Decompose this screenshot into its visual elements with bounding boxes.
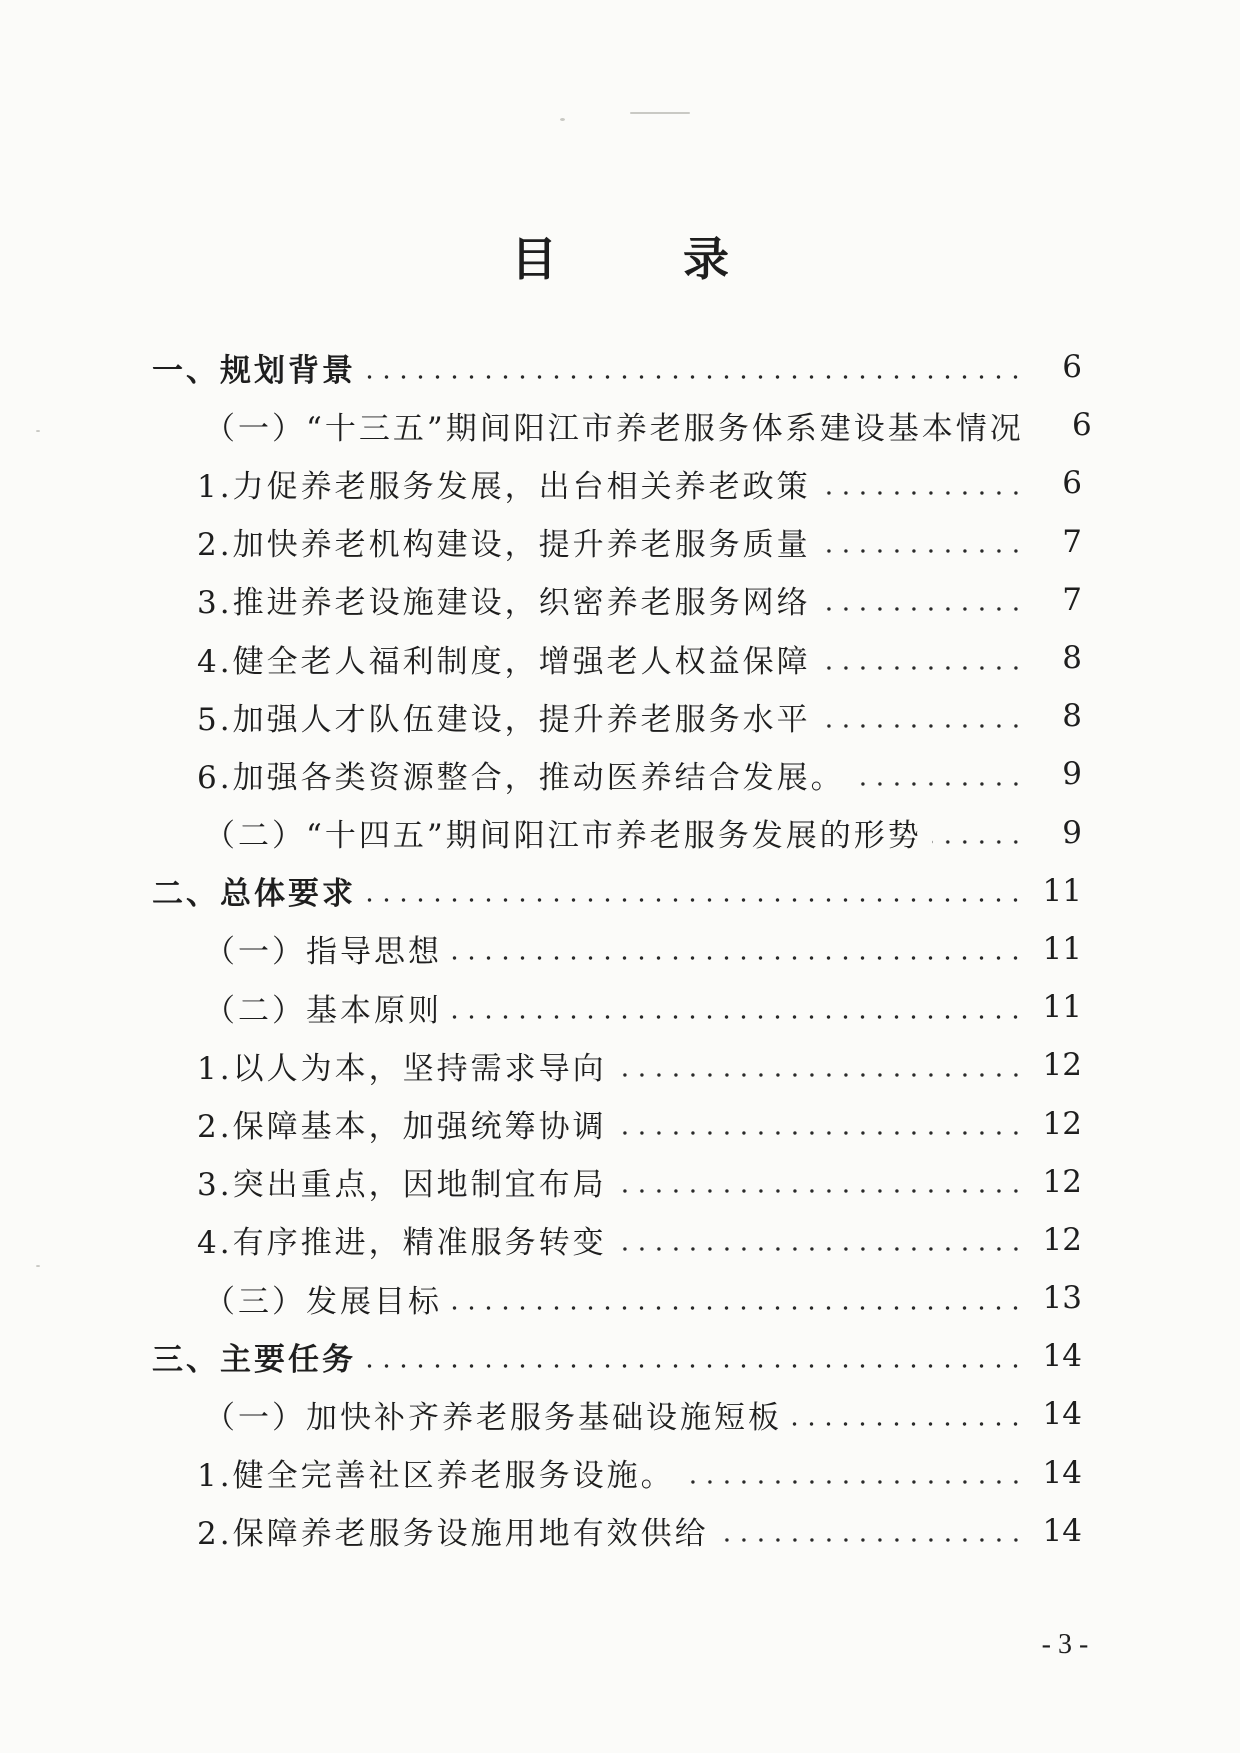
toc-entry — [152, 862, 1082, 920]
toc-page-number: 8 — [1062, 698, 1082, 735]
dot-leader — [821, 468, 1024, 499]
toc-entry-title: 2.保障基本，加强统筹协调 — [197, 1109, 607, 1146]
toc-entry-title: 6.加强各类资源整合，推动医养结合发展。 — [197, 759, 845, 796]
toc-page-number: 14 — [1042, 1338, 1082, 1375]
toc-entry — [152, 1385, 1082, 1443]
toc-page-number: 7 — [1062, 581, 1082, 618]
dot-leader — [821, 701, 1024, 732]
toc-entry — [152, 1153, 1082, 1211]
toc-entry-title: 二、总体要求 — [152, 876, 356, 913]
dot-leader — [366, 875, 1024, 906]
toc-entry — [152, 1444, 1082, 1502]
toc-page-number: 12 — [1042, 1221, 1082, 1258]
toc-page-number: 12 — [1042, 1105, 1082, 1142]
toc-entry-title: 1.健全完善社区养老服务设施。 — [197, 1458, 675, 1495]
toc-entry-title: 2.加快养老机构建设，提升养老服务质量 — [197, 527, 811, 564]
dot-leader — [821, 643, 1024, 674]
table-of-contents — [152, 338, 1092, 1560]
toc-page-number: 6 — [1071, 407, 1092, 444]
toc-page-number: 12 — [1042, 1163, 1082, 1200]
toc-page-number: 8 — [1062, 640, 1082, 677]
dot-leader — [452, 933, 1024, 964]
dot-leader — [452, 1283, 1024, 1314]
toc-entry-title: 2.保障养老服务设施用地有效供给 — [197, 1516, 709, 1553]
toc-entry — [152, 1502, 1082, 1560]
dot-leader — [617, 1108, 1024, 1139]
toc-page-number: 14 — [1042, 1454, 1082, 1491]
dot-leader — [719, 1515, 1024, 1546]
toc-entry — [152, 920, 1082, 978]
page-number-footer: - 3 - — [1041, 1629, 1089, 1660]
dot-leader — [855, 759, 1024, 790]
toc-page-number: 11 — [1042, 930, 1082, 967]
toc-entry — [152, 1327, 1082, 1385]
dot-leader — [932, 817, 1024, 848]
dot-leader — [821, 584, 1024, 615]
toc-page-number: 12 — [1042, 1047, 1082, 1084]
toc-entry — [152, 1211, 1082, 1269]
toc-page-number: 7 — [1062, 523, 1082, 560]
scan-speck — [36, 1265, 40, 1267]
toc-page-number: 11 — [1042, 989, 1082, 1026]
toc-entry-title: 4.健全老人福利制度，增强老人权益保障 — [197, 643, 811, 680]
toc-entry-title: （一）指导思想 — [204, 934, 442, 971]
toc-page-number: 14 — [1042, 1396, 1082, 1433]
dot-leader — [821, 526, 1024, 557]
scan-speck — [36, 430, 40, 432]
toc-entry — [152, 513, 1082, 571]
page-title: 目 录 — [511, 231, 769, 286]
toc-entry-title: 5.加强人才队伍建设，提升养老服务水平 — [197, 701, 811, 738]
toc-entry-title: （三）发展目标 — [204, 1283, 442, 1320]
toc-entry-title: 一、规划背景 — [152, 352, 356, 389]
toc-page-number: 6 — [1062, 465, 1082, 502]
dot-leader — [792, 1399, 1024, 1430]
toc-entry — [152, 804, 1082, 862]
toc-entry-title: 4.有序推进，精准服务转变 — [197, 1225, 607, 1262]
toc-entry-title: 1.力促养老服务发展，出台相关养老政策 — [197, 468, 811, 505]
toc-page-number: 11 — [1042, 872, 1082, 909]
toc-entry — [152, 1036, 1082, 1094]
toc-entry — [152, 629, 1082, 687]
toc-entry-title: （一）“十三五”期间阳江市养老服务体系建设基本情况 — [204, 410, 1024, 447]
toc-entry-title: 3.推进养老设施建设，织密养老服务网络 — [197, 585, 811, 622]
toc-entry — [152, 1269, 1082, 1327]
toc-entry — [152, 396, 1092, 454]
toc-page-number: 9 — [1062, 814, 1082, 851]
scan-speck — [630, 112, 690, 114]
toc-entry-title: 1.以人为本，坚持需求导向 — [197, 1050, 607, 1087]
toc-entry-title: 3.突出重点，因地制宜布局 — [197, 1167, 607, 1204]
dot-leader — [452, 992, 1024, 1023]
dot-leader — [685, 1457, 1024, 1488]
toc-entry — [152, 1094, 1082, 1152]
toc-entry — [152, 978, 1082, 1036]
toc-entry — [152, 687, 1082, 745]
toc-entry-title: （二）“十四五”期间阳江市养老服务发展的形势 — [204, 818, 922, 855]
dot-leader — [617, 1224, 1024, 1255]
toc-entry — [152, 454, 1082, 512]
scan-speck — [560, 118, 565, 121]
dot-leader — [617, 1166, 1024, 1197]
toc-page-number: 6 — [1062, 349, 1082, 386]
dot-leader — [617, 1050, 1024, 1081]
toc-entry-title: （二）基本原则 — [204, 992, 442, 1029]
toc-page-number: 13 — [1042, 1280, 1082, 1317]
toc-page-number: 14 — [1042, 1512, 1082, 1549]
toc-entry-title: 三、主要任务 — [152, 1341, 356, 1378]
toc-entry — [152, 571, 1082, 629]
toc-entry — [152, 338, 1082, 396]
toc-entry — [152, 745, 1082, 803]
toc-page-number: 9 — [1062, 756, 1082, 793]
toc-entry-title: （一）加快补齐养老服务基础设施短板 — [204, 1399, 782, 1436]
dot-leader — [366, 352, 1024, 383]
dot-leader — [366, 1341, 1024, 1372]
